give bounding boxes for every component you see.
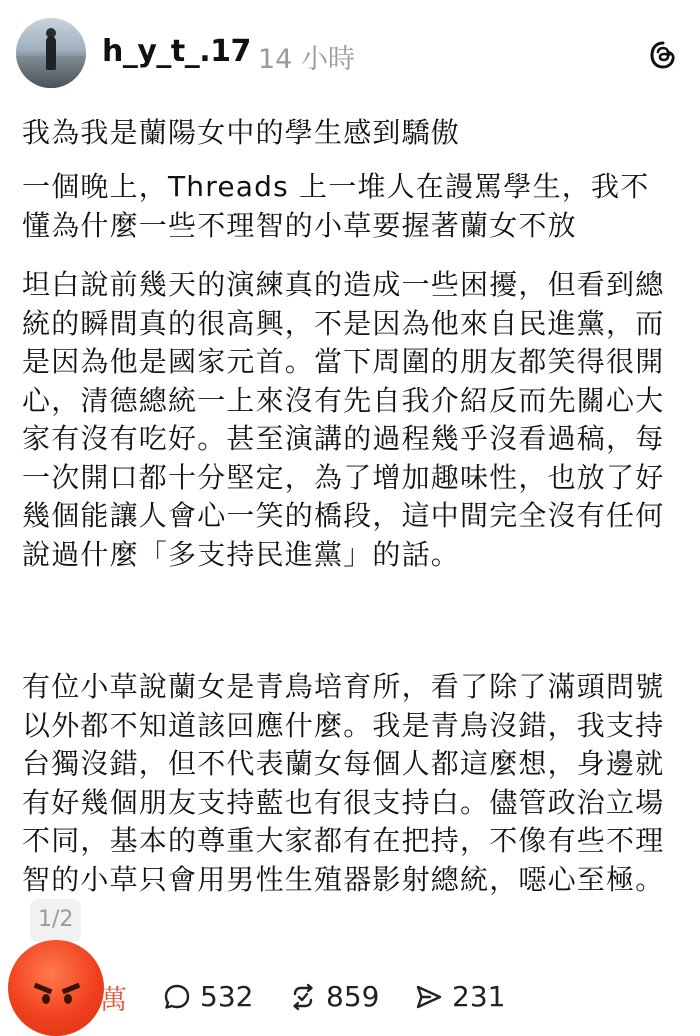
comment-count: 532 bbox=[200, 980, 254, 1013]
author-username[interactable]: h_y_t_.17 bbox=[102, 34, 251, 69]
avatar-person-body bbox=[46, 36, 56, 70]
repost-button[interactable] bbox=[288, 980, 379, 1013]
threads-icon[interactable] bbox=[648, 40, 678, 70]
post-paragraph-4-text: 有位小草說蘭女是青鳥培育所，看了除了滿頭問號以外都不知道該回應什麼。我是青鳥沒錯，我支持台獨沒錯，但不代表蘭女每個人都這麼想，身邊就有好幾個朋友支持藍也有很支持白。儘管政治立場不同，基本的尊重大家都有在把持，不像有些不理智的小草只會用男性生殖器影射總統，噁心至極。 bbox=[22, 670, 665, 896]
emoji-brow-left bbox=[34, 983, 53, 994]
avatar[interactable] bbox=[16, 18, 86, 88]
post-time: 14 小時 bbox=[258, 44, 355, 75]
emoji-brow-right bbox=[62, 983, 81, 994]
post-paragraph-4 bbox=[22, 668, 672, 942]
repost-count: 859 bbox=[326, 980, 380, 1013]
share-count: 231 bbox=[452, 980, 506, 1013]
repost-icon bbox=[288, 982, 318, 1012]
comment-button[interactable] bbox=[162, 980, 253, 1013]
share-icon bbox=[414, 982, 444, 1012]
comment-icon bbox=[162, 982, 192, 1012]
likes-count-partial: 萬 bbox=[100, 985, 127, 1016]
post-paragraph-1: 我為我是蘭陽女中的學生感到驕傲 bbox=[22, 116, 461, 149]
page-indicator[interactable]: 1/2 bbox=[30, 899, 81, 942]
share-button[interactable] bbox=[414, 980, 505, 1013]
emoji-eye-left bbox=[42, 994, 50, 1004]
angry-face-emoji[interactable] bbox=[8, 940, 104, 1036]
emoji-eye-right bbox=[64, 994, 72, 1004]
post-paragraph-3: 坦白說前幾天的演練真的造成一些困擾，但看到總統的瞬間真的很高興，不是因為他來自民進黨，而是因為他是國家元首。當下周圍的朋友都笑得很開心，清德總統一上來沒有先自我介紹反而先關心大家有沒有吃好。甚至演講的過程幾乎沒看過稿，每一次開口都十分堅定，為了增加趣味性，也放了好幾個能讓人會心一笑的橋段，這中間完全沒有任何說過什麼「多支持民進黨」的話。 bbox=[22, 268, 665, 571]
post-paragraph-2: 一個晚上，Threads 上一堆人在謾罵學生，我不懂為什麼一些不理智的小草要握著蘭女不放 bbox=[22, 170, 650, 242]
post-header bbox=[0, 0, 700, 100]
